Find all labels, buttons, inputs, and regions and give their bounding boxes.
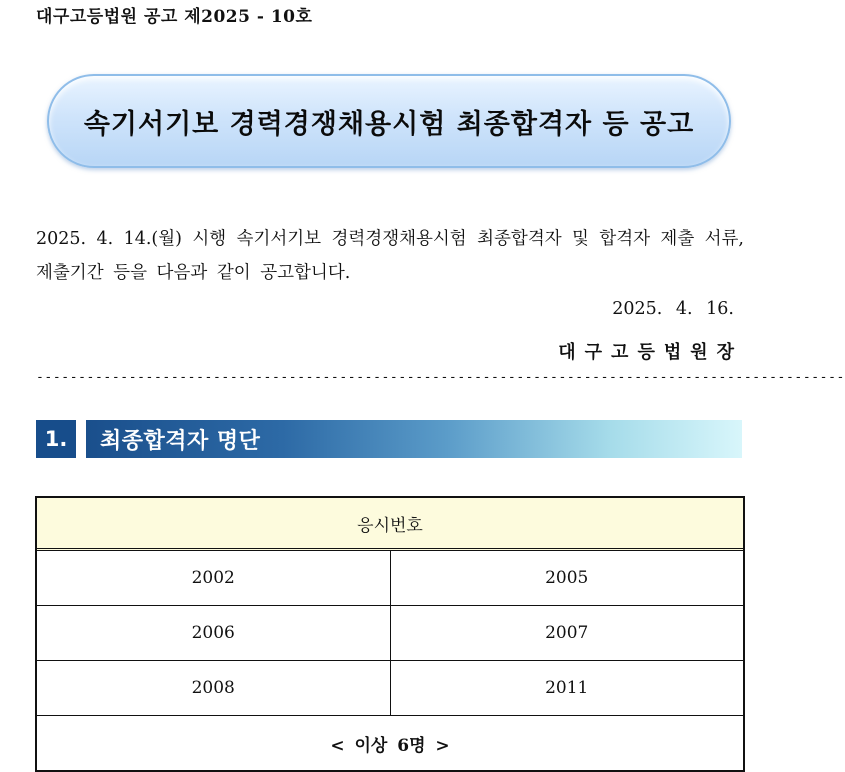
title-banner — [47, 74, 731, 168]
table-cell: 2008 — [191, 678, 235, 698]
table-cell: 2011 — [390, 661, 744, 715]
section-header-bar — [86, 420, 742, 458]
table-row — [37, 606, 743, 661]
page-title: 속기서기보 경력경쟁채용시험 최종합격자 등 공고 — [83, 108, 695, 140]
table-cell: 2002 — [191, 568, 235, 588]
announcement-date: 2025. 4. 16. — [612, 299, 734, 319]
section-number: 1. — [36, 420, 76, 458]
table-cell: 2006 — [191, 623, 235, 643]
notice-number: 대구고등법원 공고 제2025 - 10호 — [36, 7, 313, 27]
dashed-divider: ------------------------------------------------------------------------------------------------ — [36, 370, 845, 385]
candidates-table — [35, 496, 745, 772]
intro-paragraph: 2025. 4. 14.(월) 시행 속기서기보 경력경쟁채용시험 최종합격자 및 합격자 제출 서류, 제출기간 등을 다음과 같이 공고합니다. — [36, 229, 744, 283]
table-row — [37, 551, 743, 606]
table-header: 응시번호 — [37, 498, 743, 551]
issuer-name: 대구고등법원장 — [558, 342, 743, 363]
table-cell: 2007 — [390, 606, 744, 660]
table-footer: < 이상 6명 > — [330, 735, 450, 756]
section-title: 최종합격자 명단 — [100, 428, 261, 454]
table-row — [37, 661, 743, 716]
table-cell: 2005 — [390, 551, 744, 605]
